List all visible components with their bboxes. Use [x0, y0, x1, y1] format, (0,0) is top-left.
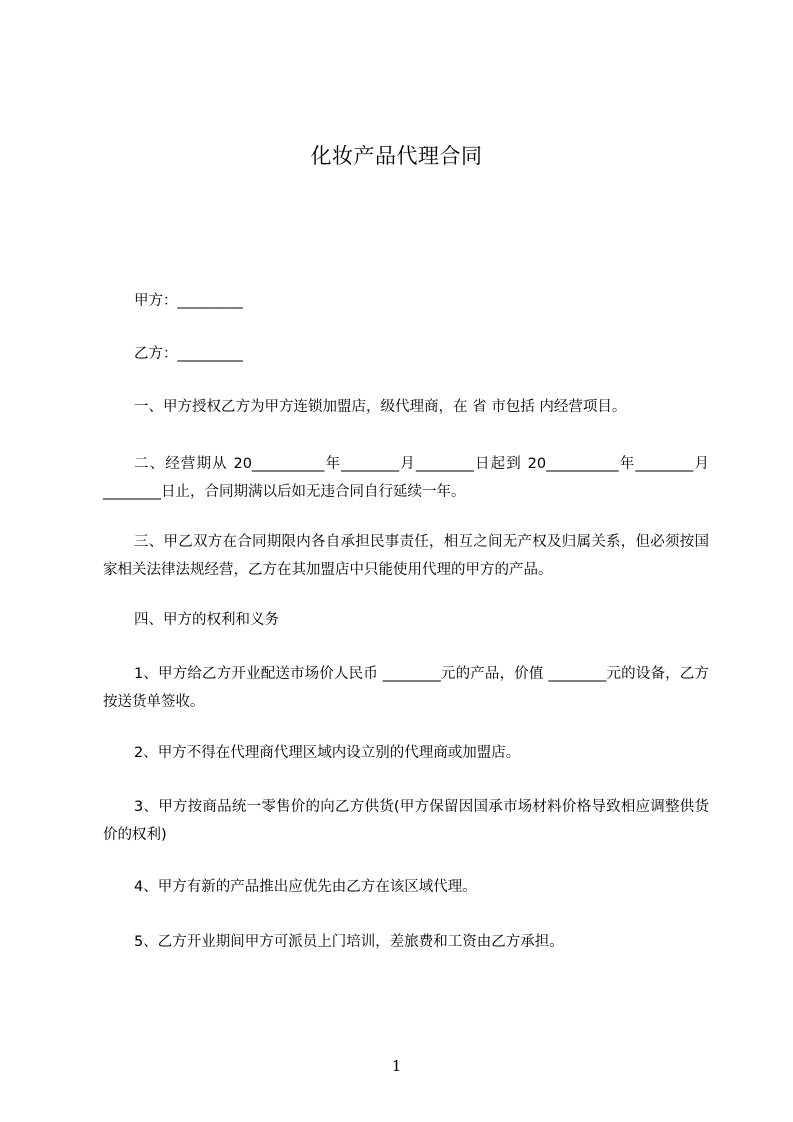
clause-2: 二、经营期从 20__________年________月________日起到 20__________年________月________日止，合同期满以后如无违合同自行延续一年。	[103, 456, 709, 500]
page-number: 1	[391, 1057, 402, 1075]
section-4-item-4: 4、甲方有新的产品推出应优先由乙方在该区域代理。	[134, 879, 477, 895]
section-4-item-1: 1、甲方给乙方开业配送市场价人民币 ________元的产品，价值 ________元的设备，乙方按送货单签收。	[103, 666, 709, 710]
section-4-item-5: 5、乙方开业期间甲方可派员上门培训，差旅费和工资由乙方承担。	[134, 934, 564, 950]
section-4-item-3: 3、甲方按商品统一零售价的向乙方供货(甲方保留因国承市场材料价格导致相应调整供货价的权利)	[103, 799, 709, 843]
document-title: 化妆产品代理合同	[310, 144, 483, 168]
clause-3: 三、甲乙双方在合同期限内各自承担民事责任，相互之间无产权及归属关系，但必须按国家相关法律法规经营，乙方在其加盟店中只能使用代理的甲方的产品。	[103, 534, 709, 578]
clause-1: 一、甲方授权乙方为甲方连锁加盟店，级代理商，在 省 市包括 内经营项目。	[134, 399, 627, 415]
party-a-line: 甲方：_________	[134, 293, 243, 309]
section-4-heading: 四、甲方的权利和义务	[134, 612, 279, 628]
party-b-line: 乙方：_________	[134, 346, 243, 362]
section-4-item-2: 2、甲方不得在代理商代理区域内设立别的代理商或加盟店。	[134, 745, 521, 761]
